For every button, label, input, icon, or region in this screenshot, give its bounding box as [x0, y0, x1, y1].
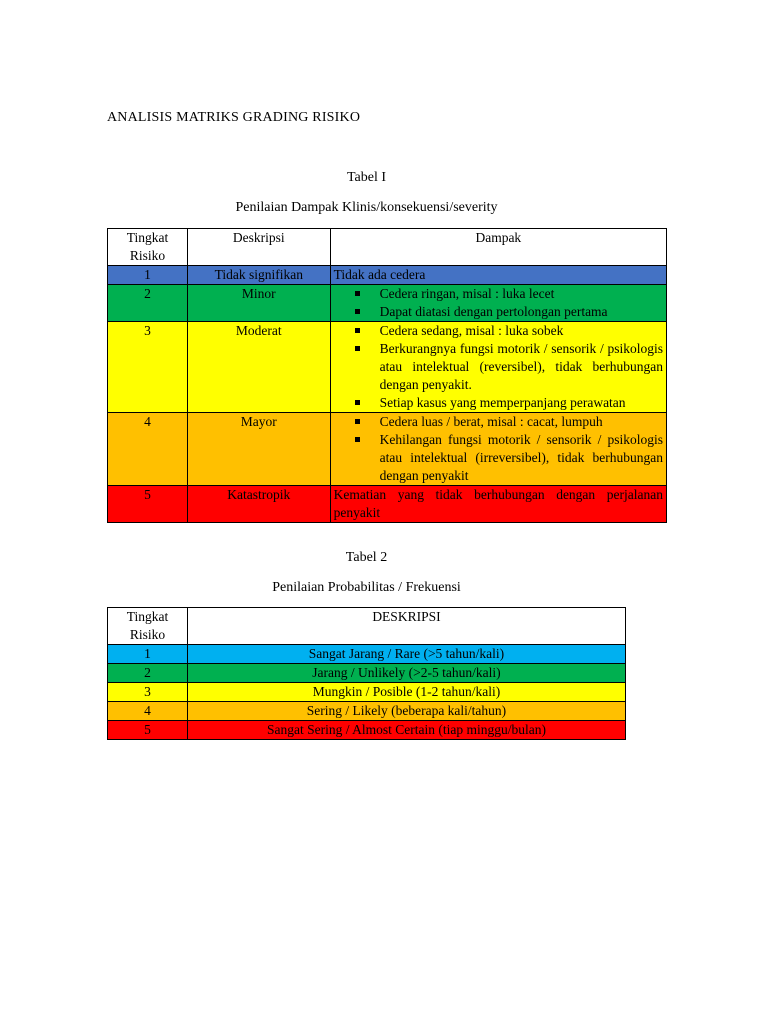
table-row [108, 285, 667, 322]
table-row [108, 702, 626, 721]
probability-level: 1 [108, 645, 188, 664]
probability-table-header [108, 608, 626, 645]
impact-bullet: Berkurangnya fungsi motorik / sensorik / psikologis atau intelektual (reversibel), tidak berhubungan dengan penyakit. [379, 341, 663, 392]
table-row [108, 645, 626, 664]
risk-impact [330, 322, 666, 413]
probability-description: Sangat Jarang / Rare (>5 tahun/kali) [187, 645, 625, 664]
risk-description: Tidak signifikan [187, 266, 330, 285]
table-row [108, 322, 667, 413]
header-description: DESKRIPSI [187, 608, 625, 645]
impact-bullet: Kehilangan fungsi motorik / sensorik / psikologis atau intelektual (irreversibel), tidak berhubungan dengan penyakit [379, 432, 663, 483]
impact-bullet: Cedera sedang, misal : luka sobek [380, 322, 663, 340]
impact-bullet: Setiap kasus yang memperpanjang perawatan [380, 394, 663, 412]
header-impact: Dampak [330, 229, 666, 266]
table-row [108, 664, 626, 683]
probability-description: Sering / Likely (beberapa kali/tahun) [187, 702, 625, 721]
risk-level: 3 [108, 322, 188, 413]
risk-description: Minor [187, 285, 330, 322]
probability-level: 4 [108, 702, 188, 721]
header-description: Deskripsi [187, 229, 330, 266]
impact-bullet: Cedera luas / berat, misal : cacat, lumpuh [380, 413, 663, 431]
risk-level: 2 [108, 285, 188, 322]
probability-level: 3 [108, 683, 188, 702]
table1-label: Tabel I [346, 170, 387, 185]
header-level: Tingkat Risiko [108, 229, 188, 266]
risk-description: Mayor [187, 413, 330, 486]
risk-level: 1 [108, 266, 188, 285]
table-row [108, 266, 667, 285]
table2-label: Tabel 2 [345, 550, 388, 565]
probability-description: Jarang / Unlikely (>2-5 tahun/kali) [187, 664, 625, 683]
risk-description: Moderat [187, 322, 330, 413]
probability-description: Mungkin / Posible (1-2 tahun/kali) [187, 683, 625, 702]
risk-level: 5 [108, 486, 188, 523]
table-row [108, 486, 667, 523]
header-level: Tingkat Risiko [108, 608, 188, 645]
probability-level: 2 [108, 664, 188, 683]
risk-impact [330, 413, 666, 486]
risk-impact [330, 285, 666, 322]
probability-description: Sangat Sering / Almost Certain (tiap minggu/bulan) [187, 721, 625, 740]
probability-level: 5 [108, 721, 188, 740]
impact-bullet: Cedera ringan, misal : luka lecet [380, 285, 663, 303]
table-row [108, 413, 667, 486]
table-row [108, 683, 626, 702]
risk-level: 4 [108, 413, 188, 486]
impact-bullet: Dapat diatasi dengan pertolongan pertama [380, 303, 663, 321]
table1-caption: Penilaian Dampak Klinis/konsekuensi/severity [235, 200, 498, 215]
probability-table [107, 607, 626, 740]
table2-caption: Penilaian Probabilitas / Frekuensi [272, 580, 461, 595]
table-row [108, 721, 626, 740]
risk-impact: Kematian yang tidak berhubungan dengan perjalanan penyakit [330, 486, 666, 523]
risk-impact: Tidak ada cedera [330, 266, 666, 285]
impact-table-header [108, 229, 667, 266]
document-title: ANALISIS MATRIKS GRADING RISIKO [107, 110, 361, 125]
impact-table [107, 228, 667, 523]
risk-description: Katastropik [187, 486, 330, 523]
